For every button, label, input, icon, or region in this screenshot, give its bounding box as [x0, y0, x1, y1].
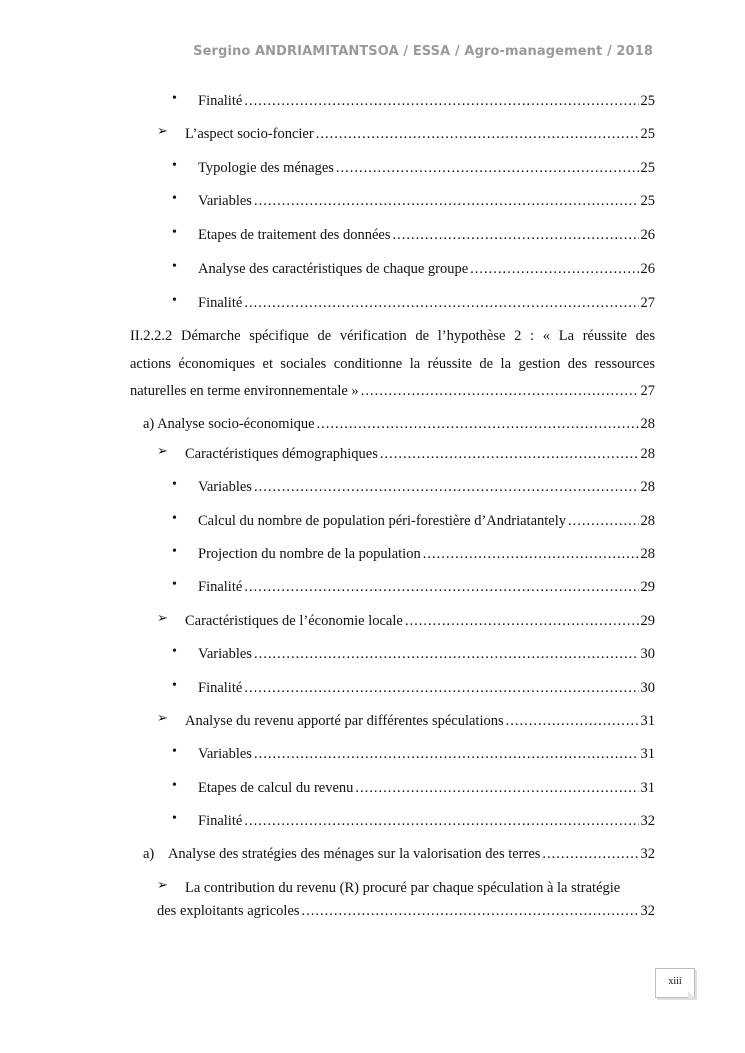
toc-entry[interactable] — [198, 539, 655, 563]
leader-dots — [355, 779, 638, 797]
toc-entry-page: 25 — [640, 193, 655, 209]
arrow-bullet-icon: ➢ — [157, 124, 168, 139]
toc-entry[interactable] — [198, 86, 655, 110]
bullet-icon: • — [172, 744, 177, 759]
toc-entry-title: Variables — [198, 193, 252, 209]
bullet-icon: • — [172, 544, 177, 559]
bullet-icon: • — [172, 678, 177, 693]
bullet-icon: • — [172, 225, 177, 240]
toc-entry-title: Finalité — [198, 813, 243, 829]
leader-dots — [506, 712, 639, 730]
toc-entry-page: 29 — [640, 613, 655, 629]
page-number-badge: xiii — [655, 968, 695, 998]
toc-entry-page: 28 — [640, 546, 655, 562]
toc-entry[interactable] — [198, 639, 655, 663]
toc-hypothesis-line-2: actions économiques et sociales conditionne la réussite de la gestion des ressources — [130, 356, 655, 372]
toc-entry-title: Etapes de traitement des données — [198, 227, 391, 243]
toc-entry[interactable] — [198, 220, 655, 244]
toc-entry-title: Typologie des ménages — [198, 160, 334, 176]
toc-entry[interactable] — [143, 839, 655, 863]
toc-entry-title: L’aspect socio-foncier — [185, 126, 314, 142]
leader-dots — [302, 902, 639, 920]
toc-entry[interactable] — [198, 506, 655, 530]
toc-entry-title: Caractéristiques de l’économie locale — [185, 613, 403, 629]
leader-dots — [361, 382, 639, 400]
toc-entry-page: 26 — [640, 227, 655, 243]
bullet-icon: • — [172, 158, 177, 173]
leader-dots — [254, 645, 639, 663]
toc-hypothesis-line-1: II.2.2.2 Démarche spécifique de vérification de l’hypothèse 2 : « La réussite des — [130, 328, 655, 344]
leader-dots — [254, 192, 639, 210]
bullet-icon: • — [172, 191, 177, 206]
running-header: Sergino ANDRIAMITANTSOA / ESSA / Agro-management / 2018 — [193, 44, 653, 59]
leader-dots — [244, 92, 638, 110]
toc-entry-page: 30 — [640, 680, 655, 696]
leader-dots — [380, 445, 639, 463]
toc-entry-page: 25 — [640, 126, 655, 142]
bullet-icon: • — [172, 259, 177, 274]
toc-entry-title: Analyse des caractéristiques de chaque groupe — [198, 261, 469, 277]
toc-entry-page: 28 — [640, 446, 655, 462]
toc-entry-page: 29 — [640, 579, 655, 595]
toc-entry-page: 31 — [640, 746, 655, 762]
toc-entry-title: Projection du nombre de la population — [198, 546, 421, 562]
leader-dots — [254, 478, 639, 496]
leader-dots — [423, 545, 639, 563]
arrow-bullet-icon: ➢ — [157, 444, 168, 459]
toc-entry-page: 25 — [640, 160, 655, 176]
toc-entry[interactable] — [198, 472, 655, 496]
toc-entry[interactable] — [185, 439, 655, 463]
leader-dots — [254, 745, 639, 763]
toc-entry-title: a) Analyse socio-économique — [143, 416, 315, 432]
bullet-icon: • — [172, 644, 177, 659]
toc-entry-title: a) Analyse des stratégies des ménages sur la valorisation des terres — [143, 846, 541, 862]
toc-entry[interactable] — [185, 606, 655, 630]
toc-entry-title: Caractéristiques démographiques — [185, 446, 378, 462]
toc-entry-page: 27 — [640, 383, 655, 399]
arrow-bullet-icon: ➢ — [157, 878, 168, 893]
toc-entry[interactable] — [198, 254, 655, 278]
toc-entry-title: Variables — [198, 746, 252, 762]
bullet-icon: • — [172, 293, 177, 308]
toc-entry-title: Variables — [198, 646, 252, 662]
toc-entry-title: Etapes de calcul du revenu — [198, 780, 354, 796]
leader-dots — [336, 159, 639, 177]
toc-entry[interactable] — [198, 673, 655, 697]
arrow-bullet-icon: ➢ — [157, 611, 168, 626]
toc-entry-page: 31 — [640, 713, 655, 729]
leader-dots — [244, 294, 638, 312]
bullet-icon: • — [172, 511, 177, 526]
bullet-icon: • — [172, 477, 177, 492]
toc-entry-page: 32 — [640, 846, 655, 862]
toc-entry-title: Finalité — [198, 680, 243, 696]
toc-entry-page: 30 — [640, 646, 655, 662]
leader-dots — [405, 612, 639, 630]
toc-entry[interactable] — [198, 739, 655, 763]
toc-entry[interactable] — [185, 706, 655, 730]
toc-entry-page: 28 — [640, 513, 655, 529]
bullet-icon: • — [172, 91, 177, 106]
leader-dots — [392, 226, 638, 244]
bullet-icon: • — [172, 811, 177, 826]
leader-dots — [470, 260, 638, 278]
leader-dots — [244, 679, 638, 697]
toc-entry[interactable] — [143, 409, 655, 433]
toc-entry-page: 32 — [640, 813, 655, 829]
toc-entry-page: 28 — [640, 479, 655, 495]
toc-entry[interactable] — [198, 572, 655, 596]
bullet-icon: • — [172, 577, 177, 592]
toc-entry[interactable] — [198, 806, 655, 830]
toc-entry-page: 27 — [640, 295, 655, 311]
toc-entry-line-2: des exploitants agricoles ..... 32 — [157, 896, 655, 920]
toc-entry[interactable] — [198, 773, 655, 797]
toc-entry-page: 28 — [640, 416, 655, 432]
toc-entry-line-1: La contribution du revenu (R) procuré par chaque spéculation à la stratégie — [185, 880, 621, 896]
toc-entry-title: Finalité — [198, 93, 243, 109]
toc-entry[interactable] — [198, 288, 655, 312]
toc-entry-title: Finalité — [198, 579, 243, 595]
bullet-icon: • — [172, 778, 177, 793]
toc-entry-title: Analyse du revenu apporté par différentes spéculations — [185, 713, 504, 729]
leader-dots — [316, 125, 639, 143]
toc-entry-page: 31 — [640, 780, 655, 796]
toc-entry-page: 26 — [640, 261, 655, 277]
toc-hypothesis-line-3: naturelles en terme environnementale » ..... 27 — [130, 376, 655, 400]
toc-entry-page: 25 — [640, 93, 655, 109]
toc-entry[interactable] — [198, 186, 655, 210]
toc-entry-title: Finalité — [198, 295, 243, 311]
toc-entry[interactable] — [185, 119, 655, 143]
toc-entry-title: Calcul du nombre de population péri-forestière d’Andriatantely — [198, 513, 567, 529]
leader-dots — [244, 578, 638, 596]
leader-dots — [244, 812, 638, 830]
leader-dots — [568, 512, 638, 530]
toc-entry-title: Variables — [198, 479, 252, 495]
arrow-bullet-icon: ➢ — [157, 711, 168, 726]
toc-entry-page: 32 — [640, 903, 655, 919]
leader-dots — [542, 845, 638, 863]
leader-dots — [317, 415, 639, 433]
toc-entry[interactable] — [198, 153, 655, 177]
